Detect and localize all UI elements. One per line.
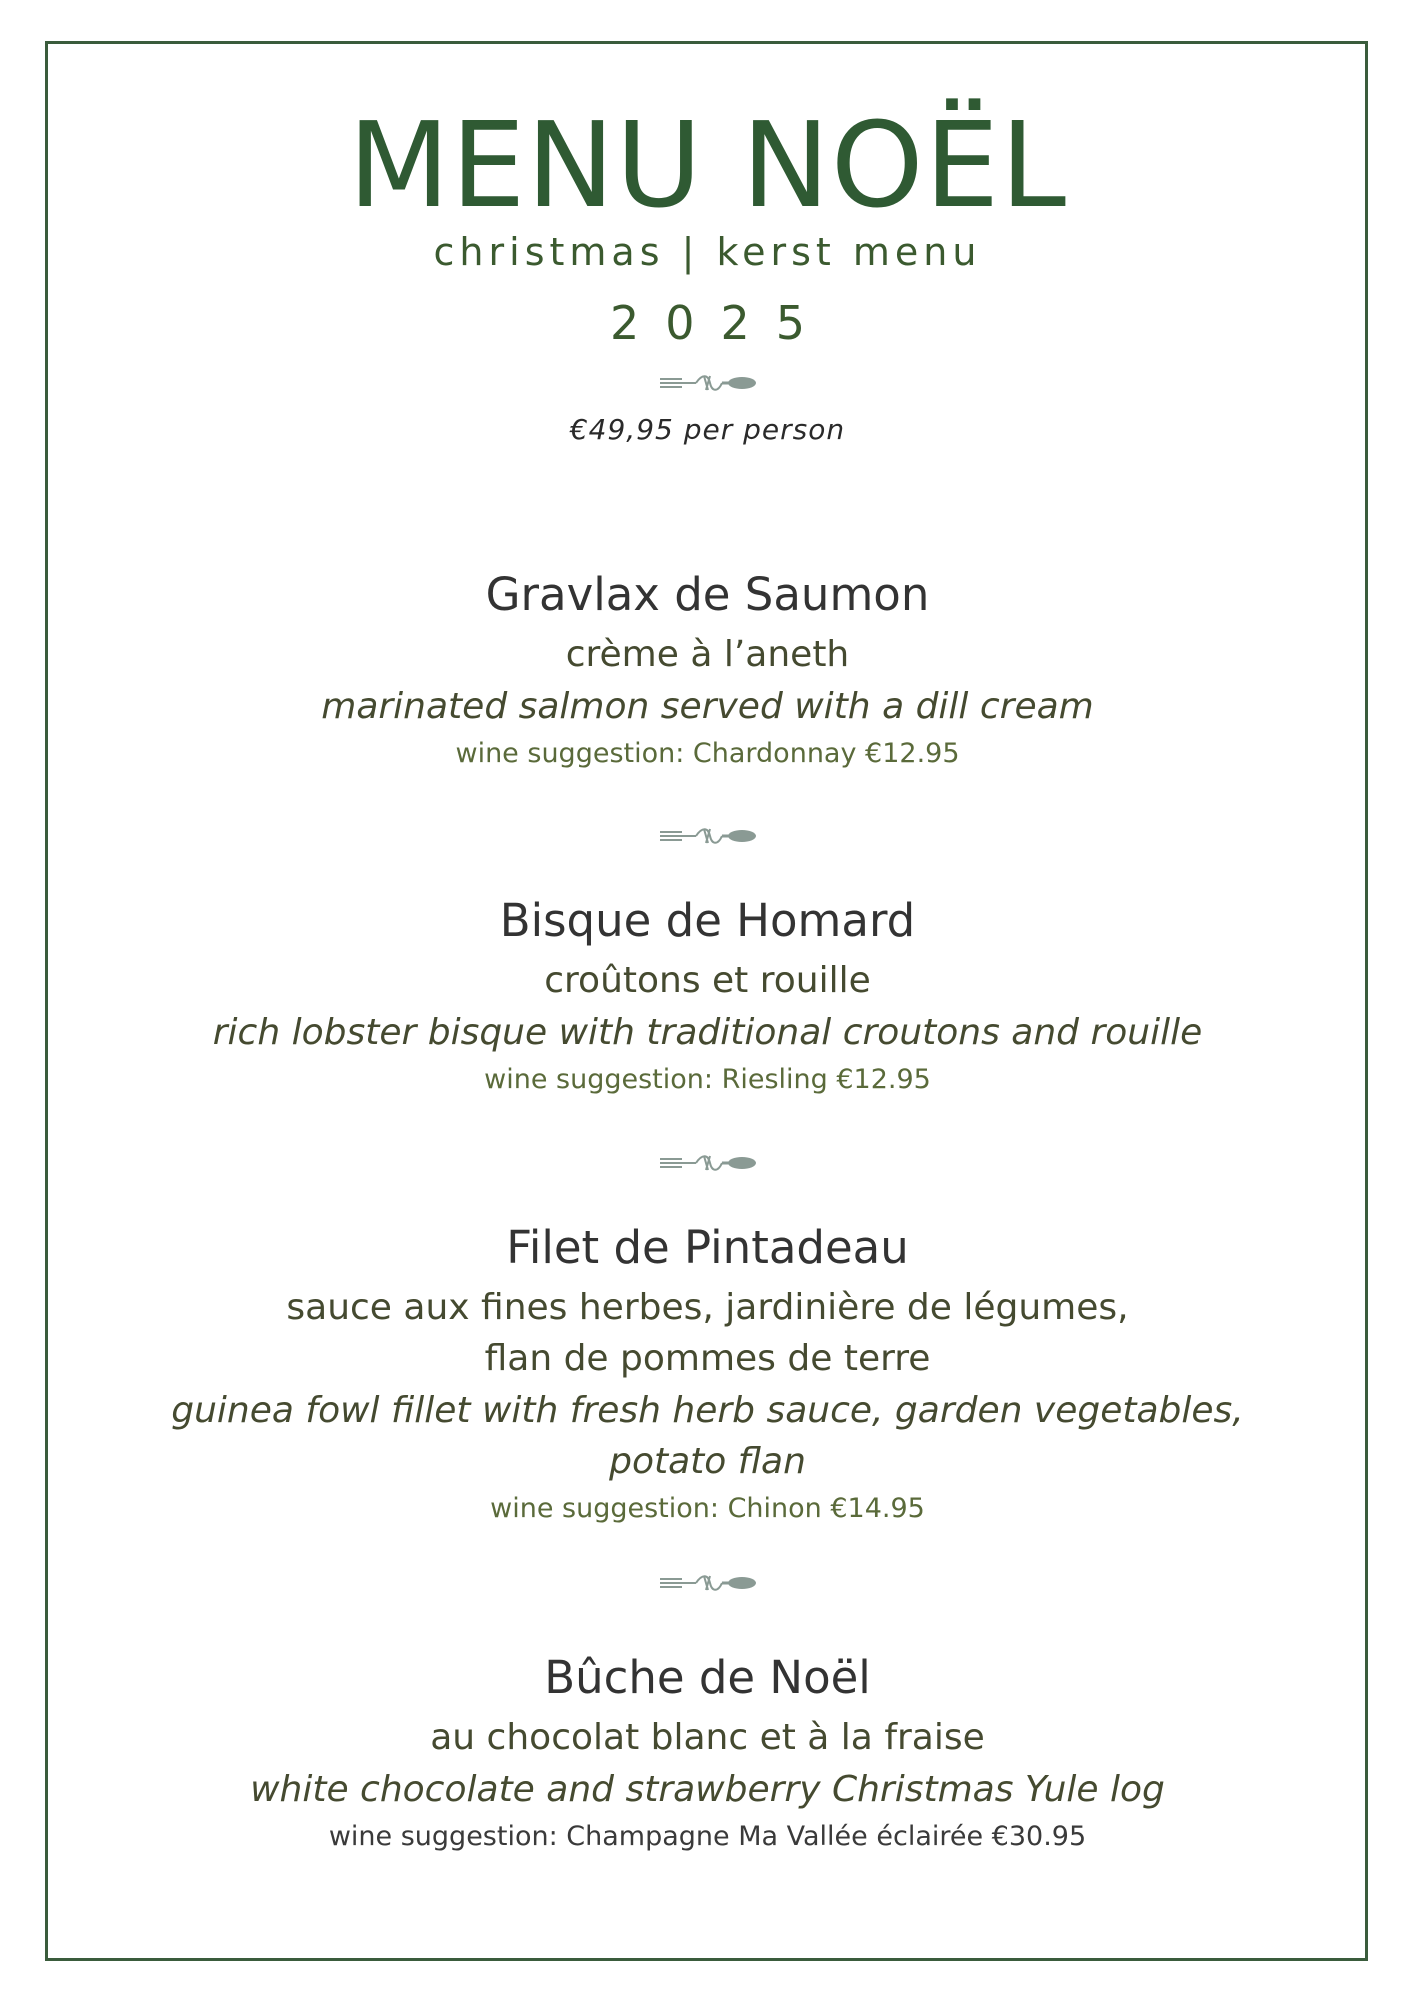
- menu-subtitle: christmas | kerst menu: [433, 230, 982, 274]
- course-description-en: rich lobster bisque with traditional croutons and rouille: [212, 1012, 1203, 1053]
- menu-title: MENU NOËL: [348, 96, 1067, 234]
- wine-suggestion: wine suggestion: Chardonnay €12.95: [455, 738, 960, 769]
- course-name: Bisque de Homard: [499, 894, 916, 947]
- menu-year: 2025: [609, 296, 832, 350]
- course-description-fr: croûtons et rouille: [544, 960, 871, 1001]
- cutlery-ornament-icon: [656, 1150, 758, 1176]
- wine-suggestion: wine suggestion: Chinon €14.95: [490, 1493, 925, 1524]
- course-name: Gravlax de Saumon: [485, 568, 930, 621]
- course-description-fr: au chocolat blanc et à la fraise: [430, 1717, 985, 1758]
- course-name: Filet de Pintadeau: [506, 1221, 909, 1274]
- course-description-en: potato flan: [609, 1441, 806, 1482]
- wine-suggestion: wine suggestion: Champagne Ma Vallée éclairée €30.95: [328, 1821, 1087, 1852]
- course-name: Bûche de Noël: [544, 1651, 871, 1704]
- wine-suggestion: wine suggestion: Riesling €12.95: [484, 1064, 931, 1095]
- menu-price: €49,95 per person: [569, 413, 846, 446]
- cutlery-ornament-icon: [656, 823, 758, 849]
- course-description-fr: crème à l’aneth: [565, 634, 850, 675]
- course-description-en: marinated salmon served with a dill cream: [321, 686, 1094, 727]
- course-description-en: guinea fowl fillet with fresh herb sauce, garden vegetables,: [171, 1390, 1244, 1431]
- course-description-fr: flan de pommes de terre: [484, 1338, 931, 1379]
- cutlery-ornament-icon: [656, 1570, 758, 1596]
- cutlery-ornament-icon: [656, 370, 758, 396]
- course-description-en: white chocolate and strawberry Christmas Yule log: [250, 1769, 1165, 1810]
- course-description-fr: sauce aux fines herbes, jardinière de légumes,: [286, 1287, 1129, 1328]
